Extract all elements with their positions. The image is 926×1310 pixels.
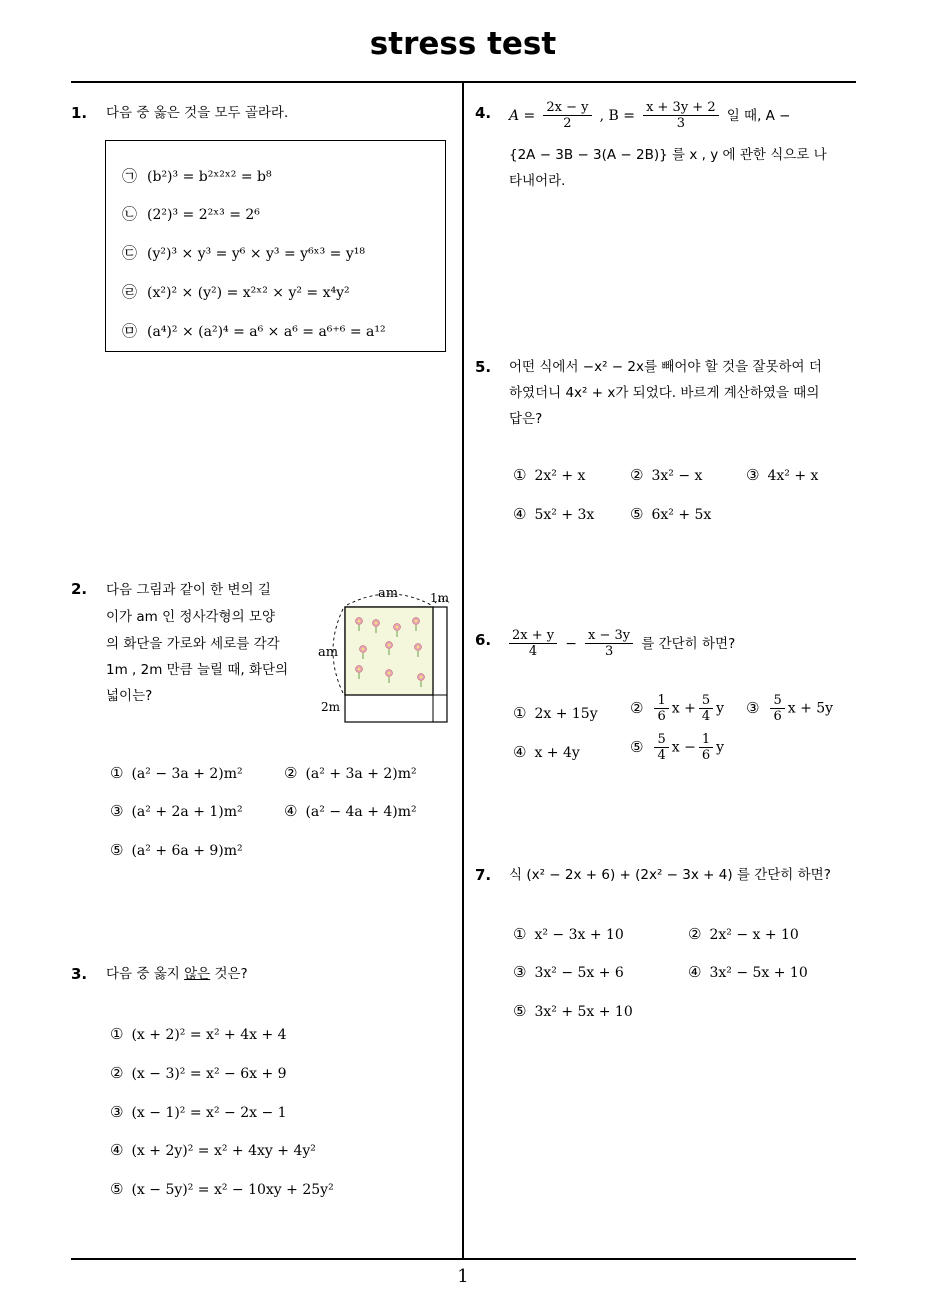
question-text-line: 타내어라. [509,173,566,189]
statement-item [122,242,365,263]
question-number: 4. [475,104,492,122]
choice-marker: ① [513,704,527,722]
choice-marker: ⑤ [110,841,124,859]
answer-choice[interactable] [110,1064,287,1082]
statement-item [122,203,260,224]
question-number: 6. [475,631,492,649]
question-number: 2. [71,580,88,598]
answer-choice[interactable] [110,1103,287,1121]
answer-choice[interactable] [110,764,243,782]
answer-choice[interactable] [688,925,799,943]
choice-marker: ③ [110,802,124,820]
question-text-line: 이가 am 인 정사각형의 모양 [106,609,275,625]
answer-choice[interactable] [513,466,585,484]
choice-marker: ④ [110,1141,124,1159]
answer-choice[interactable]: ⑤ $\frac{5}{4}$ x − $\frac{1}{6}$ y [630,732,725,763]
page-number: 1 [457,1266,469,1287]
answer-choice[interactable] [688,963,808,981]
question-text-line: 어떤 식에서 −x² − 2x를 빼어야 할 것을 잘못하여 더 [509,359,822,375]
question-number: 7. [475,866,492,884]
choice-marker: ③ [110,1103,124,1121]
question-text-line: 의 화단을 가로와 세로를 각각 [106,636,280,652]
figure-top-label: am [378,586,399,601]
answer-choice[interactable] [513,505,594,523]
statement-marker: ㉢ [122,244,138,262]
choice-expr: 3x² + 5x + 10 [534,1004,633,1020]
choice-expr: 3x² − 5x + 10 [709,965,808,981]
choice-expr: x + 4y [534,745,580,761]
answer-choice[interactable] [630,505,711,523]
choice-marker: ④ [688,963,702,981]
answer-choice[interactable] [284,802,417,820]
fraction: $\frac{x - 3y}{3}$ [585,628,633,659]
answer-choice[interactable] [513,963,624,981]
column-divider [462,83,464,1259]
statement-marker: ㉣ [122,283,138,301]
question-text: 다음 중 옳은 것을 모두 골라라. [106,105,289,121]
statement-marker: ㉡ [122,205,138,223]
figure-left-label: am [318,645,339,660]
fraction: $\frac{2x - y}{2}$ [543,100,591,131]
choice-expr: (a² − 3a + 2)m² [131,766,243,782]
choice-expr: (x + 2)² = x² + 4x + 4 [131,1027,287,1043]
choice-marker: ② [630,698,644,717]
emphasis-underline: 않은 [184,966,211,982]
answer-choice[interactable] [284,764,417,782]
answer-choice[interactable]: ② $\frac{1}{6}$ x + $\frac{5}{4}$ y [630,693,725,724]
choice-marker: ④ [284,802,298,820]
choice-marker: ⑤ [630,737,644,756]
choice-marker: ③ [746,466,760,484]
choice-marker: ④ [513,743,527,761]
question-text-line: {2A − 3B − 3(A − 2B)} 를 x , y 에 관한 식으로 나 [509,147,827,163]
choice-marker: ⑤ [630,505,644,523]
choice-marker: ⑤ [513,1002,527,1020]
answer-choice[interactable] [513,743,580,761]
choice-marker: ① [110,764,124,782]
question-number: 1. [71,104,88,122]
figure-right-label: 1m [430,591,450,605]
question-text-line: 하였더니 4x² + x가 되었다. 바르게 계산하였을 때의 [509,385,820,401]
answer-choice[interactable] [110,802,243,820]
choice-expr: (x + 2y)² = x² + 4xy + 4y² [131,1143,316,1159]
choice-expr: 4x² + x [767,468,819,484]
answer-choice[interactable] [110,841,243,859]
fraction: $\frac{2x + y}{4}$ [509,628,557,659]
answer-choice[interactable] [630,466,702,484]
choice-marker: ① [513,925,527,943]
choice-expr: (x − 3)² = x² − 6x + 9 [131,1066,287,1082]
choice-expr: x² − 3x + 10 [534,927,624,943]
question-text-line: 다음 그림과 같이 한 변의 길 [106,582,271,598]
page-title: stress test [369,26,557,62]
choice-expr: (a² + 6a + 9)m² [131,843,243,859]
statement-item [122,281,350,302]
choice-marker: ⑤ [110,1180,124,1198]
statement-item [122,320,386,341]
choice-marker: ④ [513,505,527,523]
question-text: 다음 중 옳지 않은 것은? [106,966,248,982]
answer-choice[interactable] [513,704,598,722]
choice-marker: ② [110,1064,124,1082]
statement-expr: (2²)³ = 2²ˣ³ = 2⁶ [147,207,260,223]
question-text-line: A = $\frac{2x - y}{2}$ , B = $\frac{x + 3y + 2}{3}$ 일 때, A − [509,100,791,131]
figure-bottom-label: 2m [321,700,341,714]
statement-expr: (b²)³ = b²ˣ²ˣ² = b⁸ [147,169,272,185]
choice-expr: 2x² − x + 10 [709,927,799,943]
answer-choice[interactable]: ③ $\frac{5}{6}$ x + 5y [746,693,834,724]
answer-choice[interactable] [110,1180,334,1198]
answer-choice[interactable] [110,1025,287,1043]
statement-marker: ㉤ [122,322,138,340]
question-number: 3. [71,965,88,983]
choice-marker: ③ [513,963,527,981]
statement-expr: (y²)³ × y³ = y⁶ × y³ = y⁶ˣ³ = y¹⁸ [147,246,365,262]
answer-choice[interactable] [746,466,818,484]
choice-marker: ③ [746,698,760,717]
answer-choice[interactable] [513,925,624,943]
answer-choice[interactable] [513,1002,633,1020]
choice-expr: 6x² + 5x [651,507,712,523]
fraction: $\frac{x + 3y + 2}{3}$ [643,100,719,131]
choice-marker: ② [688,925,702,943]
answer-choice[interactable] [110,1141,316,1159]
choice-expr: 3x² − 5x + 6 [534,965,624,981]
choice-marker: ① [513,466,527,484]
statement-expr: (x²)² × (y²) = x²ˣ² × y² = x⁴y² [147,285,350,301]
choice-marker: ② [284,764,298,782]
choice-expr: 3x² − x [651,468,703,484]
choice-expr: (x − 1)² = x² − 2x − 1 [131,1105,287,1121]
question-number: 5. [475,358,492,376]
question-text: 식 (x² − 2x + 6) + (2x² − 3x + 4) 를 간단히 하면? [509,867,831,883]
choice-marker: ① [110,1025,124,1043]
choice-expr: (a² − 4a + 4)m² [305,804,417,820]
statement-item [122,165,272,186]
question-text-line: $\frac{2x + y}{4}$ − $\frac{x - 3y}{3}$ 를 간단히 하면? [506,628,735,659]
header-rule [71,81,856,83]
choice-expr: 5x² + 3x [534,507,595,523]
choice-marker: ② [630,466,644,484]
footer-rule [71,1258,856,1260]
question-text-line: 1m , 2m 만큼 늘릴 때, 화단의 [106,662,289,678]
choice-expr: (a² + 3a + 2)m² [305,766,417,782]
choice-expr: 2x² + x [534,468,586,484]
choice-expr: (x − 5y)² = x² − 10xy + 25y² [131,1182,334,1198]
question-text-line: 답은? [509,411,543,427]
question-text-line: 넓이는? [106,688,153,704]
choice-expr: (a² + 2a + 1)m² [131,804,243,820]
choice-expr: 2x + 15y [534,706,598,722]
statement-marker: ㉠ [122,167,138,185]
statement-expr: (a⁴)² × (a²)⁴ = a⁶ × a⁶ = a⁶⁺⁶ = a¹² [147,324,386,340]
